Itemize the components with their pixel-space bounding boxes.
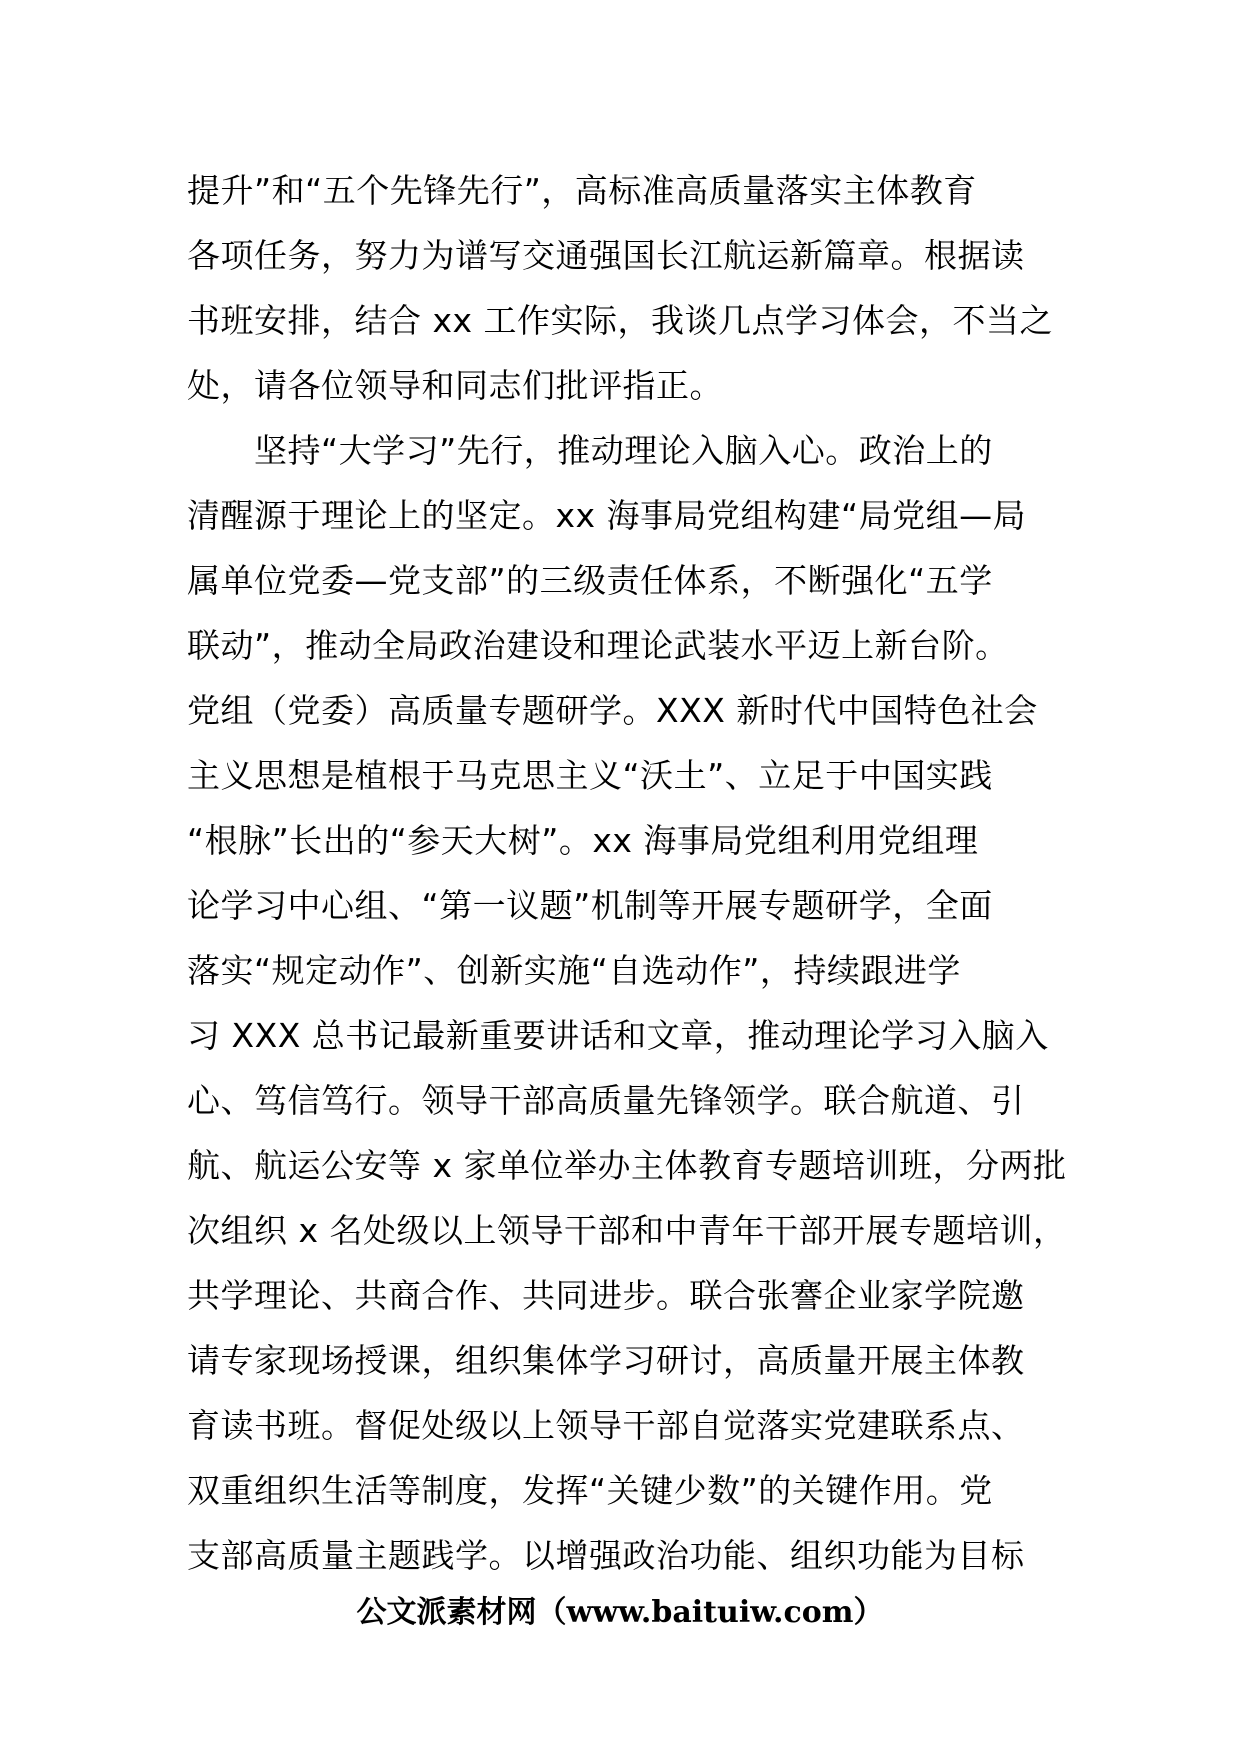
text-line: 主义思想是植根于马克思主义“沃土”、立足于中国实践 — [187, 756, 993, 795]
text-line: 清醒源于理论上的坚定。xx 海事局党组构建“局党组—局 — [187, 496, 1027, 535]
text-line: 共学理论、共商合作、共同进步。联合张謇企业家学院邀 — [187, 1276, 1025, 1315]
text-line: 党组（党委）高质量专题研学。XXX 新时代中国特色社会 — [187, 691, 1038, 730]
text-line: 处，请各位领导和同志们批评指正。 — [187, 366, 723, 405]
text-line: 属单位党委—党支部”的三级责任体系，不断强化“五学 — [187, 561, 993, 600]
text-line: 心、笃信笃行。领导干部高质量先锋领学。联合航道、引 — [187, 1081, 1025, 1120]
text-line: 航、航运公安等 x 家单位举办主体教育专题培训班，分两批 — [187, 1146, 1067, 1185]
text-line: 书班安排，结合 xx 工作实际，我谈几点学习体会，不当之 — [187, 301, 1054, 340]
text-line: 坚持“大学习”先行，推动理论入脑入心。政治上的 — [187, 431, 993, 470]
text-line: 各项任务，努力为谱写交通强国长江航运新篇章。根据读 — [187, 236, 1025, 275]
footer-source: 公文派素材网（www.baituiw.com） — [356, 1595, 884, 1630]
text-line: 育读书班。督促处级以上领导干部自觉落实党建联系点、 — [187, 1406, 1025, 1445]
text-line: 联动”，推动全局政治建设和理论武装水平迈上新台阶。 — [187, 626, 1009, 665]
text-line: “根脉”长出的“参天大树”。xx 海事局党组利用党组理 — [187, 821, 979, 860]
text-line: 习 XXX 总书记最新重要讲话和文章，推动理论学习入脑入 — [187, 1016, 1049, 1055]
text-line: 论学习中心组、“第一议题”机制等开展专题研学，全面 — [187, 886, 993, 925]
text-line: 提升”和“五个先锋先行”，高标准高质量落实主体教育 — [187, 171, 977, 210]
text-line: 支部高质量主题践学。以增强政治功能、组织功能为目标 — [187, 1536, 1025, 1575]
text-line: 请专家现场授课，组织集体学习研讨，高质量开展主体教 — [187, 1341, 1025, 1380]
text-line: 次组织 x 名处级以上领导干部和中青年干部开展专题培训， — [187, 1211, 1067, 1250]
text-line: 落实“规定动作”、创新实施“自选动作”，持续跟进学 — [187, 951, 961, 990]
document-body — [187, 158, 1067, 1588]
text-line: 双重组织生活等制度，发挥“关键少数”的关键作用。党 — [187, 1471, 993, 1510]
